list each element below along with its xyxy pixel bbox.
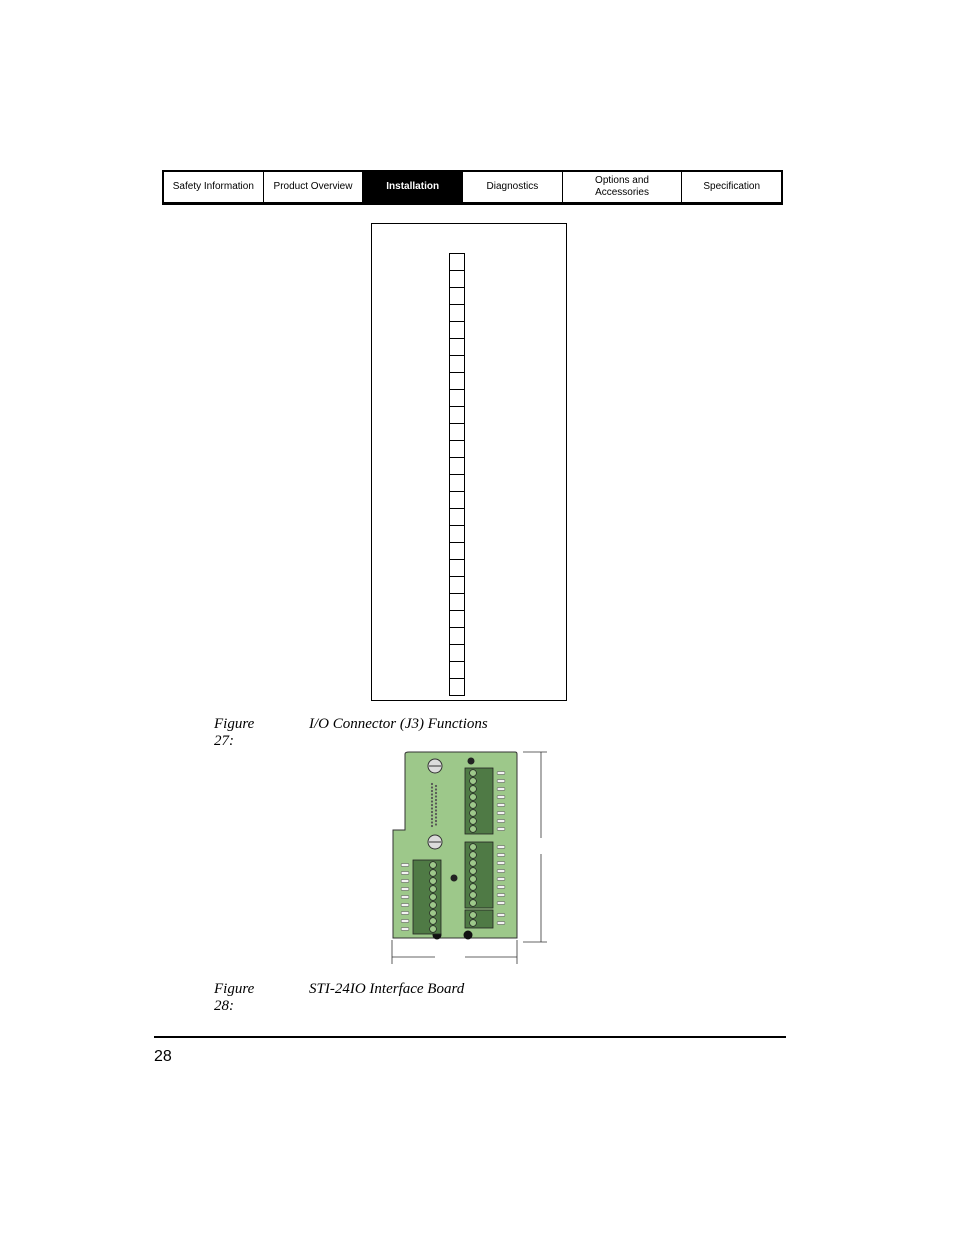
terminal-led [401, 928, 409, 931]
tab-installation[interactable]: Installation [363, 172, 463, 202]
terminal-screw [470, 818, 477, 825]
terminal-screw [470, 852, 477, 859]
j3-pin-cell [449, 457, 465, 475]
j3-pin-cell [449, 576, 465, 594]
terminal-led [497, 862, 505, 865]
terminal-led [401, 920, 409, 923]
j3-pin-cell [449, 593, 465, 611]
height-dimension-line [523, 752, 547, 942]
d-sub-pin [435, 788, 437, 790]
terminal-screw [430, 870, 437, 877]
led-top [468, 758, 475, 765]
terminal-led [497, 788, 505, 791]
terminal-screw [470, 826, 477, 833]
j3-pin-cell [449, 287, 465, 305]
figure-27-title: I/O Connector (J3) Functions [309, 716, 488, 732]
terminal-screw [430, 886, 437, 893]
j3-pin-cell [449, 661, 465, 679]
terminal-led [401, 896, 409, 899]
j3-pin-cell [449, 474, 465, 492]
terminal-led [401, 864, 409, 867]
d-sub-pin [431, 818, 433, 820]
tab-specification[interactable]: Specification [682, 172, 781, 202]
terminal-screw [470, 920, 477, 927]
d-sub-pin [431, 807, 433, 809]
terminal-led [497, 886, 505, 889]
d-sub-pin [431, 793, 433, 795]
figure-28-title: STI-24IO Interface Board [309, 981, 465, 997]
terminal-led [497, 812, 505, 815]
terminal-screw [470, 868, 477, 875]
terminal-block-middle [465, 842, 493, 908]
terminal-led [497, 894, 505, 897]
d-sub-pin [431, 790, 433, 792]
terminal-led [497, 870, 505, 873]
terminal-led [497, 902, 505, 905]
j3-pin-cell [449, 610, 465, 628]
terminal-block-power [465, 910, 493, 928]
terminal-led [497, 922, 505, 925]
terminal-screw [430, 878, 437, 885]
terminal-screw [470, 810, 477, 817]
terminal-led [401, 888, 409, 891]
section-nav [162, 170, 783, 205]
terminal-screw [470, 876, 477, 883]
j3-pin-cell [449, 678, 465, 696]
terminal-screw [470, 884, 477, 891]
terminal-led [497, 854, 505, 857]
d-sub-pin [435, 816, 437, 818]
terminal-led [401, 872, 409, 875]
terminal-screw [470, 770, 477, 777]
figure-28-number: Figure 28: [214, 981, 255, 1014]
d-sub-pin [431, 800, 433, 802]
terminal-screw [470, 802, 477, 809]
terminal-block-left [413, 860, 441, 934]
j3-pin-cell [449, 491, 465, 509]
d-sub-pin [431, 804, 433, 806]
j3-pin-cell [449, 338, 465, 356]
d-sub-pin [431, 786, 433, 788]
j3-pin-cell [449, 542, 465, 560]
width-dimension-line [392, 940, 517, 964]
terminal-screw [430, 902, 437, 909]
d-sub-pin [435, 785, 437, 787]
terminal-screw [470, 786, 477, 793]
j3-pin-cell [449, 440, 465, 458]
d-sub-pin [435, 823, 437, 825]
j3-connector-diagram [371, 223, 567, 701]
d-sub-pin [435, 802, 437, 804]
tab-safety-information[interactable]: Safety Information [164, 172, 264, 202]
sti-24io-board-illustration [385, 748, 555, 968]
page-number: 28 [154, 1048, 172, 1065]
j3-pin-cell [449, 559, 465, 577]
d-sub-pin [435, 799, 437, 801]
j3-pin-column [449, 253, 465, 696]
terminal-led [401, 912, 409, 915]
j3-pin-cell [449, 644, 465, 662]
terminal-led [497, 878, 505, 881]
terminal-screw [470, 844, 477, 851]
terminal-led [497, 828, 505, 831]
j3-pin-cell [449, 389, 465, 407]
terminal-screw [470, 892, 477, 899]
j3-pin-cell [449, 253, 465, 271]
j3-pin-cell [449, 355, 465, 373]
terminal-screw [470, 912, 477, 919]
terminal-screw [430, 918, 437, 925]
terminal-led [497, 796, 505, 799]
terminal-screw [470, 778, 477, 785]
led-middle [451, 875, 458, 882]
terminal-screw [430, 862, 437, 869]
j3-pin-cell [449, 627, 465, 645]
j3-pin-cell [449, 423, 465, 441]
d-sub-pin [431, 825, 433, 827]
tab-diagnostics[interactable]: Diagnostics [463, 172, 563, 202]
screw-middle-icon [428, 835, 442, 849]
d-sub-pin [431, 811, 433, 813]
d-sub-pin [435, 806, 437, 808]
j3-pin-cell [449, 270, 465, 288]
terminal-led [497, 804, 505, 807]
terminal-screw [470, 900, 477, 907]
tab-options-and-accessories[interactable]: Options and Accessories [563, 172, 683, 202]
terminal-screw [470, 860, 477, 867]
d-sub-pin [431, 821, 433, 823]
terminal-block-top [465, 768, 493, 834]
terminal-led [497, 846, 505, 849]
terminal-led [497, 820, 505, 823]
j3-pin-cell [449, 508, 465, 526]
figure-27-number: Figure 27: [214, 716, 255, 749]
terminal-screw [470, 794, 477, 801]
terminal-screw [430, 894, 437, 901]
d-sub-pin [431, 797, 433, 799]
j3-pin-cell [449, 304, 465, 322]
d-sub-pin [435, 809, 437, 811]
mounting-hole-right [464, 931, 473, 940]
terminal-led [401, 880, 409, 883]
terminal-led [401, 904, 409, 907]
d-sub-pin [435, 813, 437, 815]
tab-product-overview[interactable]: Product Overview [264, 172, 364, 202]
terminal-screw [430, 910, 437, 917]
terminal-screw [430, 926, 437, 933]
terminal-led [497, 914, 505, 917]
j3-pin-cell [449, 406, 465, 424]
d-sub-pin [435, 820, 437, 822]
d-sub-pin [431, 814, 433, 816]
d-sub-pin [435, 795, 437, 797]
terminal-led [497, 772, 505, 775]
screw-top-icon [428, 759, 442, 773]
d-sub-pin [435, 792, 437, 794]
j3-pin-cell [449, 321, 465, 339]
d-sub-pin [431, 783, 433, 785]
footer-rule [154, 1036, 786, 1038]
terminal-led [497, 780, 505, 783]
j3-pin-cell [449, 525, 465, 543]
j3-pin-cell [449, 372, 465, 390]
